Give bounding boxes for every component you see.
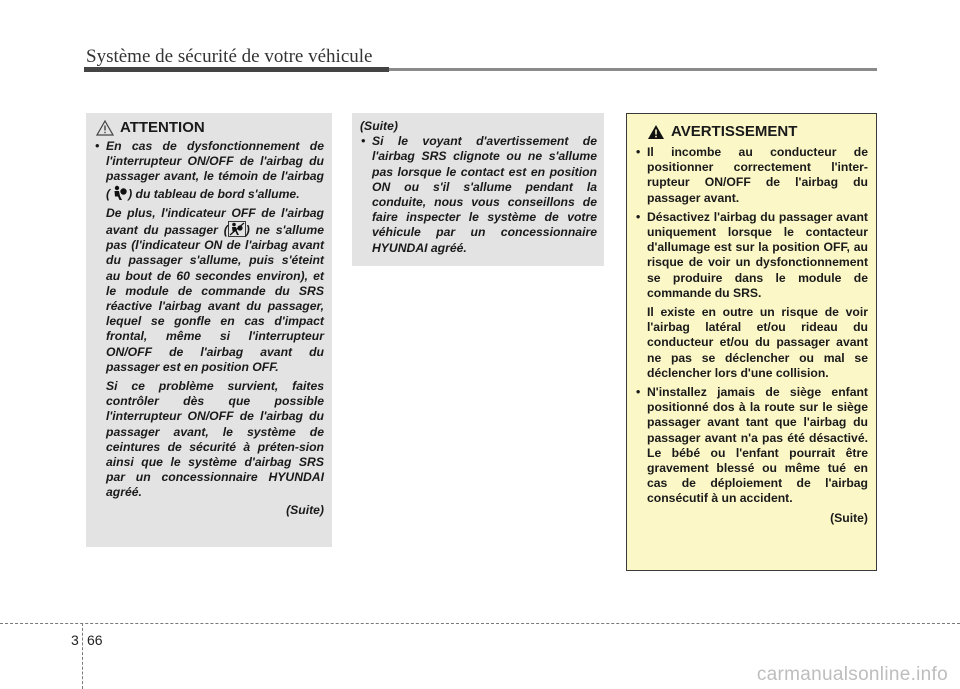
attention-p2 <box>106 206 324 375</box>
attention-p1-start: En cas de dysfonctionnement de l'interrupteur ON/OFF de l'airbag du passager avant, le témoin de l'airbag ( <box>106 139 324 201</box>
attention-heading-text: ATTENTION <box>120 119 205 136</box>
chapter-number: 3 <box>71 632 79 648</box>
airbag-warning-icon <box>110 185 128 200</box>
avertissement-bullet-2-para: Il existe en outre un risque de voir l'airbag latéral et/ou rideau du conducteur et/ou du passager avant ne pas se déclencher ou mal se déclencher lors d'une collision. <box>647 305 868 380</box>
page-number: 66 <box>87 632 103 648</box>
avertissement-bullet-3: • N'installez jamais de siège enfant positionné dos à la route sur le siège passager avant tant que l'airbag du passager avant n'a pas été désactivé. Le bébé ou l'enfant pourrait être gravement blessé ou même tué en cas de déploiement de l'airbag consécutif à un accident. <box>635 385 868 507</box>
suite-heading: (Suite) <box>360 119 398 133</box>
avertissement-bullet-2 <box>635 210 868 381</box>
header-rule-accent <box>84 67 389 72</box>
avertissement-box <box>626 113 877 571</box>
attention-p3: Si ce problème survient, faites contrôler dès que possible l'interrupteur ON/OFF de l'airbag du passager avant, le système de ceintures de sécurité à préten-sion ainsi que le système d'airbag SRS par un concessionnaire HYUNDAI agréé. <box>106 379 324 500</box>
watermark-text: carmanualsonline.info <box>756 664 948 685</box>
attention-bullet <box>94 139 324 202</box>
attention-heading <box>94 119 324 137</box>
suite-bullet: • Si le voyant d'avertissement de l'airbag SRS clignote ou ne s'allume pas lorsque le contact est en position ON ou s'il s'allume pendant la conduite, nous vous conseillons de faire inspecter le système de votre véhicule par un concessionnaire HYUNDAI agréé. <box>360 134 597 256</box>
warning-triangle-filled-icon <box>647 124 665 140</box>
attention-p1-end: ) du tableau de bord s'allume. <box>128 186 300 201</box>
footer-rule <box>0 623 960 624</box>
avertissement-heading-text: AVERTISSEMENT <box>671 123 798 140</box>
avertissement-heading <box>635 123 868 141</box>
avertissement-bullet-1: • Il incombe au conducteur de positionner correctement l'inter-rupteur ON/OFF de l'airbag du passager avant. <box>635 145 868 206</box>
attention-p2-start: De plus, l'indicateur OFF de l'airbag avant du passager ( <box>106 205 324 238</box>
avertissement-suite: (Suite) <box>830 510 868 525</box>
airbag-off-icon <box>228 221 246 236</box>
attention-box <box>86 113 332 547</box>
footer-divider <box>82 623 83 689</box>
attention-suite: (Suite) <box>286 502 324 517</box>
warning-triangle-outline-icon <box>96 120 114 136</box>
attention-p2-end: ) ne s'allume pas (l'indicateur ON de l'airbag avant du passager s'allume, puis s'éteint au bout de 60 secondes environ), et le module de commande du SRS réactive l'airbag avant du passager, lequel se gonfle en cas d'impact frontal, même si l'interrupteur ON/OFF de l'airbag avant du passager est en position OFF. <box>106 223 324 374</box>
avertissement-bullet-2-text: Désactivez l'airbag du passager avant uniquement lorsque le contacteur d'allumage est sur la position OFF, au risque de voir un dysfonctionnement se produire dans le module de commande du SRS. <box>647 209 868 300</box>
suite-box <box>352 113 604 266</box>
page-header-title: Système de sécurité de votre véhicule <box>86 46 373 67</box>
